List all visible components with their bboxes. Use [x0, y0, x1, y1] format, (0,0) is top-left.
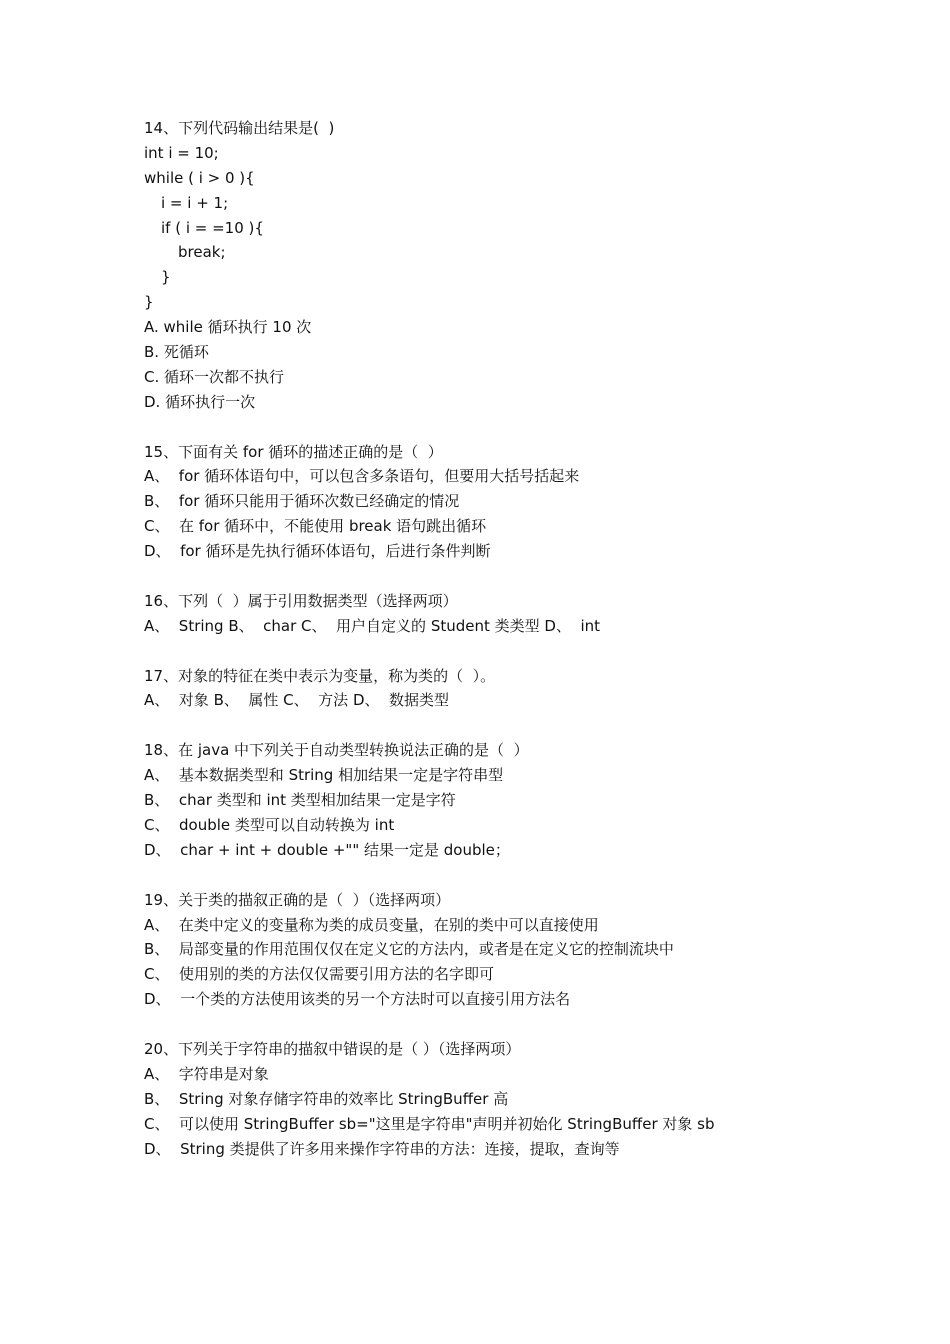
- answer-option: A、 for 循环体语句中，可以包含多条语句，但要用大括号括起来: [144, 467, 580, 486]
- answer-option: B、 char 类型和 int 类型相加结果一定是字符: [144, 791, 456, 810]
- answer-option: D、 String 类提供了许多用来操作字符串的方法：连接，提取，查询等: [144, 1139, 620, 1158]
- question-stem: 16、下列（ ）属于引用数据类型（选择两项）: [144, 591, 458, 610]
- answer-option: D、 一个类的方法使用该类的另一个方法时可以直接引用方法名: [144, 990, 571, 1009]
- question-stem: 20、下列关于字符串的描叙中错误的是（ ）（选择两项）: [144, 1039, 521, 1058]
- blank-line: [144, 1012, 924, 1037]
- answer-option: A、 在类中定义的变量称为类的成员变量，在别的类中可以直接使用: [144, 915, 599, 934]
- answer-option: B、 局部变量的作用范围仅仅在定义它的方法内，或者是在定义它的控制流块中: [144, 940, 674, 959]
- answer-option: C. 循环一次都不执行: [144, 367, 285, 386]
- code-line: }: [161, 268, 171, 287]
- answer-option: A、 String B、 char C、 用户自定义的 Student 类类型 D、 int: [144, 616, 601, 635]
- question-stem: 18、在 java 中下列关于自动类型转换说法正确的是（ ）: [144, 741, 529, 760]
- code-line: }: [144, 293, 154, 312]
- answer-option: D、 for 循环是先执行循环体语句，后进行条件判断: [144, 542, 491, 561]
- code-line: if ( i = =10 ){: [161, 218, 264, 237]
- question-stem: 15、下面有关 for 循环的描述正确的是（ ）: [144, 442, 443, 461]
- question-block: [144, 1037, 924, 1161]
- document-body: [144, 116, 924, 1161]
- answer-option: C、 double 类型可以自动转换为 int: [144, 815, 395, 834]
- question-block: [144, 738, 924, 862]
- code-line: i = i + 1;: [161, 193, 229, 212]
- question-stem: 17、对象的特征在类中表示为变量，称为类的（ ）。: [144, 666, 496, 685]
- answer-option: B、 String 对象存储字符串的效率比 StringBuffer 高: [144, 1089, 509, 1108]
- question-block: [144, 589, 924, 639]
- answer-option: A、 基本数据类型和 String 相加结果一定是字符串型: [144, 766, 504, 785]
- question-stem: 14、下列代码输出结果是( ): [144, 119, 335, 137]
- answer-option: A. while 循环执行 10 次: [144, 318, 312, 337]
- blank-line: [144, 415, 924, 440]
- blank-line: [144, 713, 924, 738]
- answer-option: A、 对象 B、 属性 C、 方法 D、 数据类型: [144, 691, 450, 710]
- answer-option: C、 使用别的类的方法仅仅需要引用方法的名字即可: [144, 965, 495, 984]
- question-block: [144, 440, 924, 564]
- blank-line: [144, 639, 924, 664]
- code-line: break;: [178, 243, 226, 262]
- question-block: [144, 664, 924, 714]
- question-stem: 19、关于类的描叙正确的是（ ）（选择两项）: [144, 890, 451, 909]
- code-line: int i = 10;: [144, 143, 219, 162]
- blank-line: [144, 564, 924, 589]
- answer-option: B、 for 循环只能用于循环次数已经确定的情况: [144, 492, 460, 511]
- question-block: [144, 116, 924, 415]
- answer-option: C、 在 for 循环中，不能使用 break 语句跳出循环: [144, 517, 487, 536]
- answer-option: D. 循环执行一次: [144, 392, 256, 411]
- answer-option: B. 死循环: [144, 343, 209, 362]
- blank-line: [144, 863, 924, 888]
- code-line: while ( i > 0 ){: [144, 168, 255, 187]
- answer-option: C、 可以使用 StringBuffer sb="这里是字符串"声明并初始化 StringBuffer 对象 sb: [144, 1114, 715, 1133]
- answer-option: D、 char + int + double +"" 结果一定是 double；: [144, 840, 510, 859]
- question-block: [144, 888, 924, 1012]
- answer-option: A、 字符串是对象: [144, 1064, 269, 1083]
